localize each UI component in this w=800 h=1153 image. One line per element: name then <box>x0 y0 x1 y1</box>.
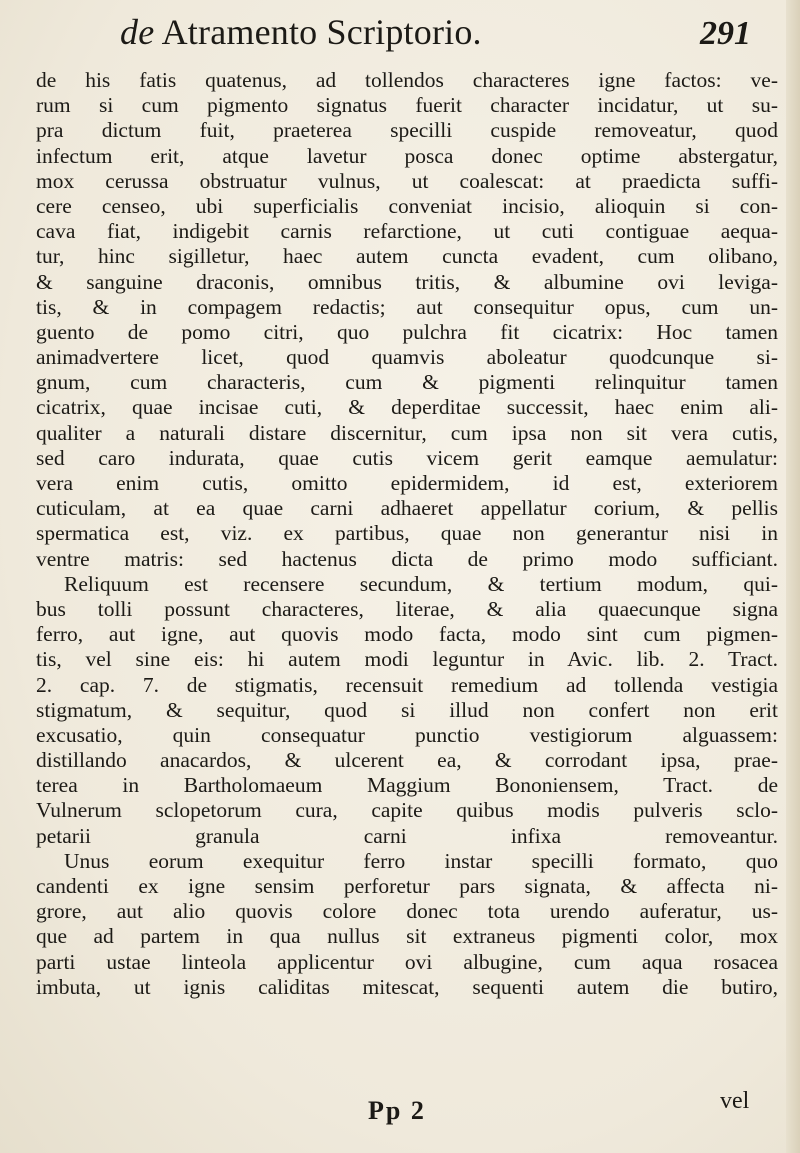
text-line: candenti ex igne sensim perforetur pars signata, & affecta ni- <box>36 874 778 898</box>
text-line: guento de pomo citri, quo pulchra fit cicatrix: Hoc tamen <box>36 319 778 344</box>
page-header <box>0 10 800 60</box>
text-line: cere censeo, ubi superficialis conveniat incisio, alioquin si con- <box>36 193 778 218</box>
text-line: cuticulam, at ea quae carni adhaeret appellatur corium, & pellis <box>36 496 778 521</box>
page-number: 291 <box>700 15 751 52</box>
running-title-prefix: de <box>120 12 155 52</box>
catchword: vel <box>720 1088 750 1114</box>
text-line: qualiter a naturali distare discernitur, cum ipsa non sit vera cutis, <box>36 420 778 445</box>
text-line: rum si cum pigmento signatus fuerit character incidatur, ut su- <box>36 93 778 118</box>
text-line: que ad partem in qua nullus sit extraneus pigmenti color, mox <box>36 924 778 949</box>
text-line: cava fiat, indigebit carnis refarctione, ut cuti contiguae aequa- <box>36 219 778 244</box>
text-line: 2. cap. 7. de stigmatis, recensuit remedium ad tollenda vestigia <box>36 672 778 697</box>
text-line: ventre matris: sed hactenus dicta de primo modo sufficiant. <box>36 546 778 571</box>
text-line: bus tolli possunt characteres, literae, & alia quaecunque signa <box>36 596 778 621</box>
text-line: tis, vel sine eis: hi autem modi leguntur in Avic. lib. 2. Tract. <box>36 647 778 672</box>
text-line: parti ustae linteola applicentur ovi albugine, cum aqua rosacea <box>36 949 778 974</box>
running-title <box>120 10 482 54</box>
text-line: Reliquum est recensere secundum, & tertium modum, qui- <box>64 571 778 596</box>
text-line: ferro, aut igne, aut quovis modo facta, modo sint cum pigmen- <box>36 622 778 647</box>
text-line: tur, hinc sigilletur, haec autem cuncta evadent, cum olibano, <box>36 244 778 269</box>
running-title-main: Atramento Scriptorio. <box>161 12 482 52</box>
text-line: distillando anacardos, & ulcerent ea, & corrodant ipsa, prae- <box>36 748 778 773</box>
text-line: & sanguine draconis, omnibus tritis, & albumine ovi leviga- <box>36 269 778 294</box>
text-line: Vulnerum sclopetorum cura, capite quibus modis pulveris sclo- <box>36 798 778 823</box>
text-line: imbuta, ut ignis caliditas mitescat, sequenti autem die butiro, <box>36 974 778 999</box>
text-line: excusatio, quin consequatur punctio vestigiorum alguassem: <box>36 722 778 747</box>
text-line: de his fatis quatenus, ad tollendos characteres igne factos: ve- <box>36 68 778 92</box>
text-line: stigmatum, & sequitur, quod si illud non confert non erit <box>36 697 778 722</box>
text-line: Unus eorum exequitur ferro instar specilli formato, quo <box>64 848 778 873</box>
text-line: cicatrix, quae incisae cuti, & deperditae successit, haec enim ali- <box>36 395 778 420</box>
page-edge <box>786 0 800 1153</box>
text-line: petarii granula carni infixa removeantur. <box>36 823 778 848</box>
text-line: vera enim cutis, omitto epidermidem, id est, exteriorem <box>36 471 778 495</box>
text-line: spermatica est, viz. ex partibus, quae non generantur nisi in <box>36 521 778 546</box>
text-line: pra dictum fuit, praeterea specilli cuspide removeatur, quod <box>36 118 778 143</box>
text-line: terea in Bartholomaeum Maggium Bononiensem, Tract. de <box>36 773 778 798</box>
text-line: grore, aut alio quovis colore donec tota urendo auferatur, us- <box>36 899 778 924</box>
text-line: infectum erit, atque lavetur posca donec optime abstergatur, <box>36 143 778 168</box>
text-line: sed caro indurata, quae cutis vicem gerit eamque aemulatur: <box>36 445 778 470</box>
text-line: mox cerussa obstruatur vulnus, ut coalescat: at praedicta suffi- <box>36 168 778 193</box>
body-text <box>36 68 778 1000</box>
signature-mark: Pp 2 <box>368 1096 426 1125</box>
page-footer <box>0 1088 800 1131</box>
text-line: tis, & in compagem redactis; aut consequitur opus, cum un- <box>36 294 778 319</box>
text-line: gnum, cum characteris, cum & pigmenti relinquitur tamen <box>36 370 778 395</box>
text-line: animadvertere licet, quod quamvis aboleatur quodcunque si- <box>36 345 778 370</box>
